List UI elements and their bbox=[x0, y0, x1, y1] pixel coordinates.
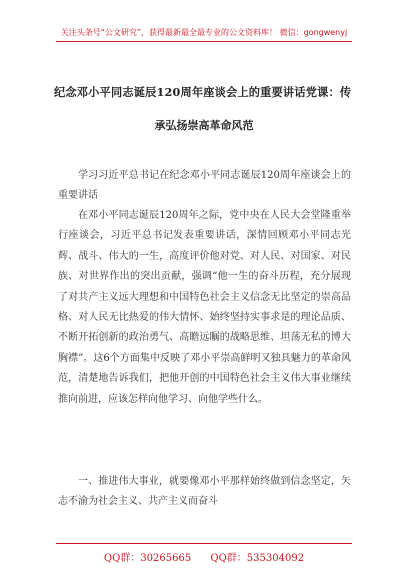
body-paragraph: 一、推进伟大事业，就要像邓小平那样始终做到信念坚定，矢志不渝为社会主义、共产主义而奋斗 bbox=[58, 476, 351, 508]
document-title: 纪念邓小平同志诞辰120周年座谈会上的重要讲话党课：传 bbox=[54, 85, 352, 99]
footer-divider bbox=[56, 543, 352, 544]
body-paragraph: 在邓小平同志诞辰120周年之际，党中央在人民大会堂隆重举行座谈会，习近平总书记发表重要讲话，深情回顾邓小平同志光辉、战斗、伟大的一生，高度评价他对党、对人民、对国家、对民族、对世界作出的突出贡献，强调“他一生的奋斗历程，充分展现了对共产主义远大理想和中国特色社会主义信念无比坚定的崇高品格、对人民无比热爱的伟大情怀、始终坚持实事求是的理论品质、不断开拓创新的政治勇气、高瞻远瞩的战略思维、坦荡无私的博大胸襟”。这6个方面集中反映了邓小平崇高鲜明又独具魅力的革命风范，清楚地告诉我们，把他开创的中国特色社会主义伟大事业继续推向前进，应该怎样向他学习、向他学些什么。 bbox=[58, 210, 351, 405]
footer-contacts bbox=[0, 549, 408, 564]
body-paragraph: 学习习近平总书记在纪念邓小平同志诞辰120周年座谈会上的重要讲话 bbox=[58, 170, 351, 202]
footer-qq-group-1: QQ群：30265665 bbox=[103, 553, 192, 564]
footer-qq-group-2: QQ群：535304092 bbox=[210, 553, 305, 564]
header-promo-note: 关注头条号“公文研究”，获得最新最全最专业的公文资料库！ 微信：gongwenyj bbox=[60, 28, 348, 37]
header-divider bbox=[56, 41, 352, 42]
document-subtitle: 承弘扬崇高革命风范 bbox=[154, 119, 254, 132]
